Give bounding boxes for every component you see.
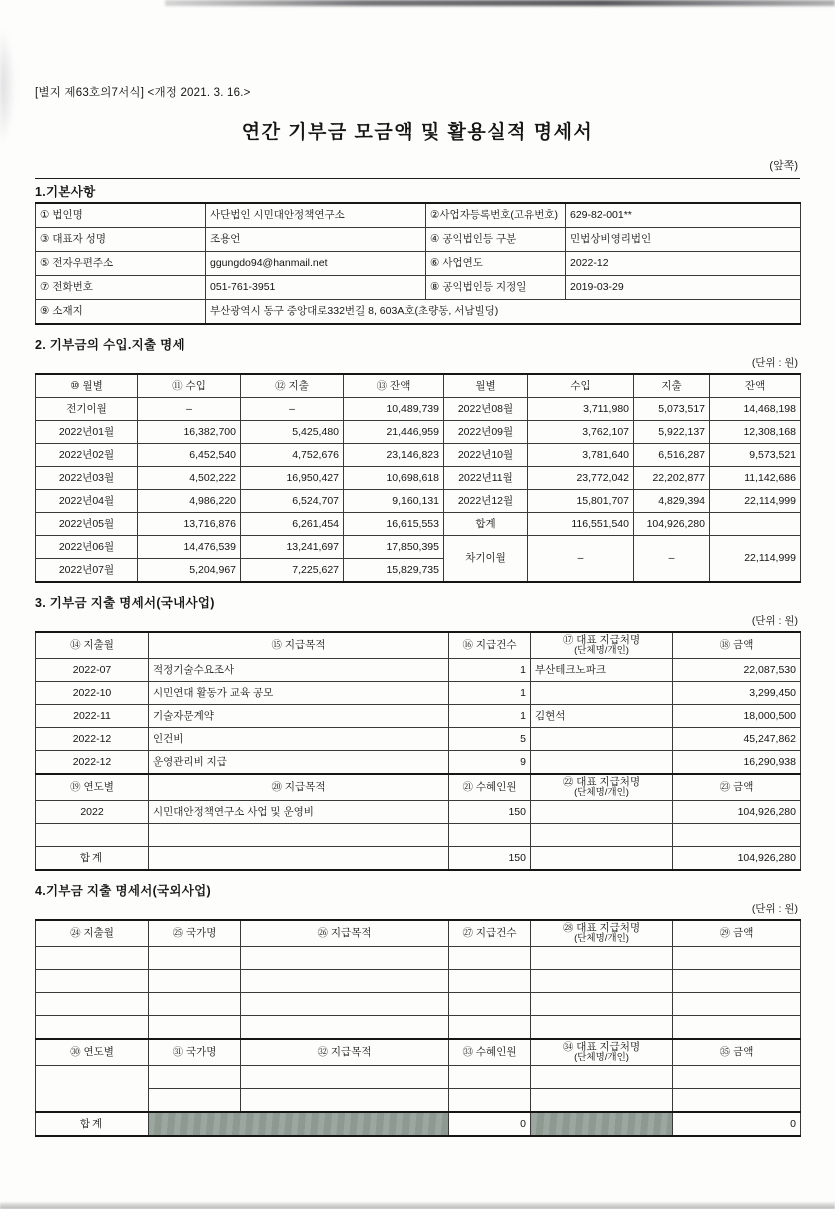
divider xyxy=(35,178,800,179)
table-row xyxy=(36,398,801,421)
column-header-line1: ㉘ 대표 지급처명 xyxy=(562,921,641,934)
table-cell xyxy=(673,1015,801,1039)
count-cell: 0 xyxy=(449,1112,531,1136)
amount-cell: 9,160,131 xyxy=(344,490,444,513)
field-value: 민법상비영리법인 xyxy=(566,228,801,252)
table-header-row xyxy=(36,774,801,800)
table-row xyxy=(36,1088,801,1112)
column-header: ⑳ 지급목적 xyxy=(149,774,449,800)
table-cell xyxy=(449,1015,531,1039)
amount-cell: 116,551,540 xyxy=(528,513,634,536)
column-header: 지출 xyxy=(634,374,710,398)
overseas-expense-table xyxy=(35,919,801,1137)
amount-cell: 16,950,427 xyxy=(241,467,344,490)
table-cell xyxy=(149,946,241,969)
table-row xyxy=(36,946,801,969)
payee-cell xyxy=(531,681,673,704)
amount-cell: 14,476,539 xyxy=(138,536,241,559)
column-header: ⑲ 연도별 xyxy=(36,774,149,800)
basic-info-table xyxy=(35,202,801,325)
table-cell xyxy=(36,1065,149,1112)
table-cell xyxy=(36,1015,149,1039)
column-header-line1: ㉞ 대표 지급처명 xyxy=(562,1040,641,1053)
unit-label: (단위 : 원) xyxy=(751,357,798,369)
domestic-expense-table xyxy=(35,631,801,871)
field-label: ③ 대표자 성명 xyxy=(36,228,206,252)
field-label: ① 법인명 xyxy=(36,203,206,228)
column-header-line2: (단체명/개인) xyxy=(574,645,629,657)
table-cell xyxy=(241,992,449,1015)
payee-cell: 부산테크노파크 xyxy=(531,658,673,681)
count-cell: 150 xyxy=(449,846,531,870)
table-row xyxy=(36,992,801,1015)
column-header xyxy=(531,632,673,658)
amount-cell: 104,926,280 xyxy=(634,513,710,536)
amount-cell: 18,000,500 xyxy=(673,704,801,727)
column-header: ㉓ 금액 xyxy=(673,774,801,800)
amount-cell: – xyxy=(241,398,344,421)
field-value: 629-82-001** xyxy=(566,203,801,228)
total-row xyxy=(36,846,801,870)
table-cell xyxy=(449,969,531,992)
month-cell: 2022년08월 xyxy=(444,398,528,421)
table-cell xyxy=(36,969,149,992)
amount-cell: 13,716,876 xyxy=(138,513,241,536)
table-cell xyxy=(531,1088,673,1112)
amount-cell: 22,087,530 xyxy=(673,658,801,681)
table-row xyxy=(36,536,801,559)
amount-cell: 23,146,823 xyxy=(344,444,444,467)
table-row xyxy=(36,513,801,536)
field-label: ⑧ 공익법인등 지정일 xyxy=(426,276,566,300)
table-row xyxy=(36,727,801,750)
amount-cell: 16,382,700 xyxy=(138,421,241,444)
column-header: ⑩ 월별 xyxy=(36,374,138,398)
field-value: 사단법인 시민대안정책연구소 xyxy=(206,203,426,228)
amount-cell: 16,290,938 xyxy=(673,750,801,774)
field-value: 조용언 xyxy=(206,228,426,252)
amount-cell: 4,502,222 xyxy=(138,467,241,490)
column-header: ㉕ 국가명 xyxy=(149,920,241,946)
amount-cell: 3,762,107 xyxy=(528,421,634,444)
table-row xyxy=(36,490,801,513)
table-cell xyxy=(241,1088,449,1112)
table-cell xyxy=(531,1015,673,1039)
amount-cell xyxy=(710,513,801,536)
column-header: ⑭ 지출월 xyxy=(36,632,149,658)
column-header: ㉑ 수혜인원 xyxy=(449,774,531,800)
amount-cell: 4,752,676 xyxy=(241,444,344,467)
table-row xyxy=(36,1015,801,1039)
amount-cell: – xyxy=(528,536,634,583)
month-cell: 전기이월 xyxy=(36,398,138,421)
scan-artifact xyxy=(165,0,835,6)
column-header-line2: (단체명/개인) xyxy=(574,787,629,799)
table-cell xyxy=(449,1065,531,1088)
table-row xyxy=(36,681,801,704)
table-row xyxy=(36,704,801,727)
table-row xyxy=(36,203,801,228)
amount-cell: 15,829,735 xyxy=(344,559,444,583)
table-cell xyxy=(449,1088,531,1112)
amount-cell: 17,850,395 xyxy=(344,536,444,559)
amount-cell: 11,142,686 xyxy=(710,467,801,490)
column-header: ⑱ 금액 xyxy=(673,632,801,658)
column-header-line2: (단체명/개인) xyxy=(574,1052,629,1064)
amount-cell: 9,573,521 xyxy=(710,444,801,467)
column-header xyxy=(531,920,673,946)
column-header: ㉟ 금액 xyxy=(673,1039,801,1065)
table-row xyxy=(36,421,801,444)
table-cell xyxy=(531,992,673,1015)
count-cell: 1 xyxy=(449,681,531,704)
amount-cell: 22,114,999 xyxy=(710,536,801,583)
table-cell xyxy=(149,969,241,992)
column-header xyxy=(531,774,673,800)
month-cell: 2022-10 xyxy=(36,681,149,704)
count-cell: 150 xyxy=(449,800,531,823)
month-cell: 2022년12월 xyxy=(444,490,528,513)
table-cell xyxy=(531,846,673,870)
section3-heading: 3. 기부금 지출 명세서(국내사업) xyxy=(35,596,215,610)
column-header: 잔액 xyxy=(710,374,801,398)
table-row xyxy=(36,300,801,325)
column-header: ⑮ 지급목적 xyxy=(149,632,449,658)
table-row xyxy=(36,823,801,846)
field-value: 2022-12 xyxy=(566,252,801,276)
table-cell xyxy=(531,1065,673,1088)
table-cell xyxy=(36,823,149,846)
table-cell xyxy=(241,1015,449,1039)
year-cell: 2022 xyxy=(36,800,149,823)
donation-income-expense-table xyxy=(35,373,801,583)
payee-cell xyxy=(531,800,673,823)
amount-cell: 5,425,480 xyxy=(241,421,344,444)
total-label: 합계 xyxy=(36,1112,149,1136)
payee-cell xyxy=(531,727,673,750)
total-label: 합계 xyxy=(36,846,149,870)
amount-cell: 3,299,450 xyxy=(673,681,801,704)
column-header: ㉔ 지출월 xyxy=(36,920,149,946)
month-cell: 2022년02월 xyxy=(36,444,138,467)
table-row xyxy=(36,1065,801,1088)
shaded-cell xyxy=(531,1112,673,1136)
table-cell xyxy=(673,1088,801,1112)
field-value: 부산광역시 동구 중앙대로332번길 8, 603A호(초량동, 서남빌딩) xyxy=(206,300,801,325)
amount-cell: 45,247,862 xyxy=(673,727,801,750)
purpose-cell: 인건비 xyxy=(149,727,449,750)
table-cell xyxy=(149,846,449,870)
amount-cell: 15,801,707 xyxy=(528,490,634,513)
table-row xyxy=(36,228,801,252)
column-header: ㉚ 연도별 xyxy=(36,1039,149,1065)
table-cell xyxy=(149,1065,241,1088)
section2-heading: 2. 기부금의 수입.지출 명세 xyxy=(35,338,185,352)
table-header-row xyxy=(36,920,801,946)
amount-cell: 5,204,967 xyxy=(138,559,241,583)
amount-cell: 10,489,739 xyxy=(344,398,444,421)
purpose-cell: 시민대안정책연구소 사업 및 운영비 xyxy=(149,800,449,823)
amount-cell: 23,772,042 xyxy=(528,467,634,490)
unit-label: (단위 : 원) xyxy=(751,902,798,915)
column-header: ㉝ 수혜인원 xyxy=(449,1039,531,1065)
table-cell xyxy=(531,969,673,992)
table-cell xyxy=(36,992,149,1015)
table-cell xyxy=(673,823,801,846)
amount-cell: 14,468,198 xyxy=(710,398,801,421)
month-cell: 2022-07 xyxy=(36,658,149,681)
page-title: 연간 기부금 모금액 및 활용실적 명세서 xyxy=(241,122,594,143)
count-cell: 1 xyxy=(449,658,531,681)
table-row xyxy=(36,750,801,774)
month-cell: 2022년10월 xyxy=(444,444,528,467)
month-cell: 2022년06월 xyxy=(36,536,138,559)
month-cell: 2022년03월 xyxy=(36,467,138,490)
count-cell: 1 xyxy=(449,704,531,727)
amount-cell: 22,202,877 xyxy=(634,467,710,490)
scan-artifact xyxy=(0,26,16,146)
amount-cell: 6,516,287 xyxy=(634,444,710,467)
column-header-line1: ⑰ 대표 지급처명 xyxy=(562,634,641,646)
column-header: ⑯ 지급건수 xyxy=(449,632,531,658)
amount-cell: 7,225,627 xyxy=(241,559,344,583)
table-cell xyxy=(449,946,531,969)
amount-cell: 0 xyxy=(673,1112,801,1136)
table-cell xyxy=(149,1015,241,1039)
purpose-cell: 기술자문계약 xyxy=(149,704,449,727)
table-header-row xyxy=(36,632,801,658)
table-cell xyxy=(241,1065,449,1088)
table-cell xyxy=(149,1088,241,1112)
purpose-cell: 시민연대 활동가 교육 공모 xyxy=(149,681,449,704)
section4-heading: 4.기부금 지출 명세서(국외사업) xyxy=(35,883,211,898)
column-header: 수입 xyxy=(528,374,634,398)
column-header xyxy=(531,1039,673,1065)
field-label: ⑦ 전화번호 xyxy=(36,276,206,300)
amount-cell: 10,698,618 xyxy=(344,467,444,490)
amount-cell: 6,452,540 xyxy=(138,444,241,467)
column-header: 월별 xyxy=(444,374,528,398)
table-row xyxy=(36,252,801,276)
table-header-row xyxy=(36,374,801,398)
table-cell xyxy=(241,969,449,992)
side-label: (앞쪽) xyxy=(769,160,798,172)
total-row xyxy=(36,1112,801,1136)
form-note: [별지 제63호의7서식] <개정 2021. 3. 16.> xyxy=(35,87,251,99)
month-cell: 2022년09월 xyxy=(444,421,528,444)
month-cell: 2022년11월 xyxy=(444,467,528,490)
column-header: ㉛ 국가명 xyxy=(149,1039,241,1065)
field-value: 051-761-3951 xyxy=(206,276,426,300)
count-cell: 5 xyxy=(449,727,531,750)
amount-cell: 3,781,640 xyxy=(528,444,634,467)
amount-cell: 16,615,553 xyxy=(344,513,444,536)
table-row xyxy=(36,800,801,823)
table-row xyxy=(36,276,801,300)
field-label: ⑨ 소재지 xyxy=(36,300,206,325)
amount-cell: 5,922,137 xyxy=(634,421,710,444)
column-header: ㉜ 지급목적 xyxy=(241,1039,449,1065)
amount-cell: 5,073,517 xyxy=(634,398,710,421)
table-row xyxy=(36,969,801,992)
table-cell xyxy=(36,946,149,969)
amount-cell: 6,261,454 xyxy=(241,513,344,536)
amount-cell: – xyxy=(138,398,241,421)
amount-cell: 6,524,707 xyxy=(241,490,344,513)
table-cell xyxy=(449,823,531,846)
month-cell: 2022년01월 xyxy=(36,421,138,444)
month-cell: 2022-12 xyxy=(36,750,149,774)
field-value: 2019-03-29 xyxy=(566,276,801,300)
amount-cell: 12,308,168 xyxy=(710,421,801,444)
field-value: ggungdo94@hanmail.net xyxy=(206,252,426,276)
table-row xyxy=(36,467,801,490)
field-label: ④ 공익법인등 구분 xyxy=(426,228,566,252)
amount-cell: 4,986,220 xyxy=(138,490,241,513)
month-cell: 2022-11 xyxy=(36,704,149,727)
payee-cell xyxy=(531,750,673,774)
table-row xyxy=(36,658,801,681)
amount-cell: 13,241,697 xyxy=(241,536,344,559)
column-header-line2: (단체명/개인) xyxy=(574,933,629,945)
column-header: ㉗ 지급건수 xyxy=(449,920,531,946)
amount-cell: – xyxy=(634,536,710,583)
amount-cell: 104,926,280 xyxy=(673,846,801,870)
field-label: ②사업자등록번호(고유번호) xyxy=(426,203,566,228)
amount-cell: 104,926,280 xyxy=(673,800,801,823)
month-cell: 2022-12 xyxy=(36,727,149,750)
payee-cell: 김현석 xyxy=(531,704,673,727)
table-header-row xyxy=(36,1039,801,1065)
purpose-cell: 적정기술수요조사 xyxy=(149,658,449,681)
field-label: ⑤ 전자우편주소 xyxy=(36,252,206,276)
table-cell xyxy=(673,969,801,992)
column-header: ㉖ 지급목적 xyxy=(241,920,449,946)
field-label: ⑥ 사업연도 xyxy=(426,252,566,276)
table-cell xyxy=(449,992,531,1015)
amount-cell: 3,711,980 xyxy=(528,398,634,421)
amount-cell: 4,829,394 xyxy=(634,490,710,513)
column-header: ⑬ 잔액 xyxy=(344,374,444,398)
unit-label: (단위 : 원) xyxy=(751,615,798,627)
column-header: ⑪ 수입 xyxy=(138,374,241,398)
table-cell xyxy=(673,946,801,969)
table-cell xyxy=(149,823,449,846)
amount-cell: 22,114,999 xyxy=(710,490,801,513)
table-cell xyxy=(531,946,673,969)
total-label: 합계 xyxy=(444,513,528,536)
purpose-cell: 운영관리비 지급 xyxy=(149,750,449,774)
table-row xyxy=(36,444,801,467)
table-cell xyxy=(241,946,449,969)
shaded-cell xyxy=(149,1112,449,1136)
table-cell xyxy=(673,992,801,1015)
section1-heading: 1.기본사항 xyxy=(35,185,96,199)
count-cell: 9 xyxy=(449,750,531,774)
column-header: ㉙ 금액 xyxy=(673,920,801,946)
month-cell: 2022년05월 xyxy=(36,513,138,536)
carryover-label: 차기이월 xyxy=(444,536,528,583)
table-cell xyxy=(149,992,241,1015)
column-header-line1: ㉒ 대표 지급처명 xyxy=(562,775,641,788)
month-cell: 2022년07월 xyxy=(36,559,138,583)
table-cell xyxy=(673,1065,801,1088)
amount-cell: 21,446,959 xyxy=(344,421,444,444)
month-cell: 2022년04월 xyxy=(36,490,138,513)
column-header: ⑫ 지출 xyxy=(241,374,344,398)
table-cell xyxy=(531,823,673,846)
scan-artifact xyxy=(0,1202,835,1209)
